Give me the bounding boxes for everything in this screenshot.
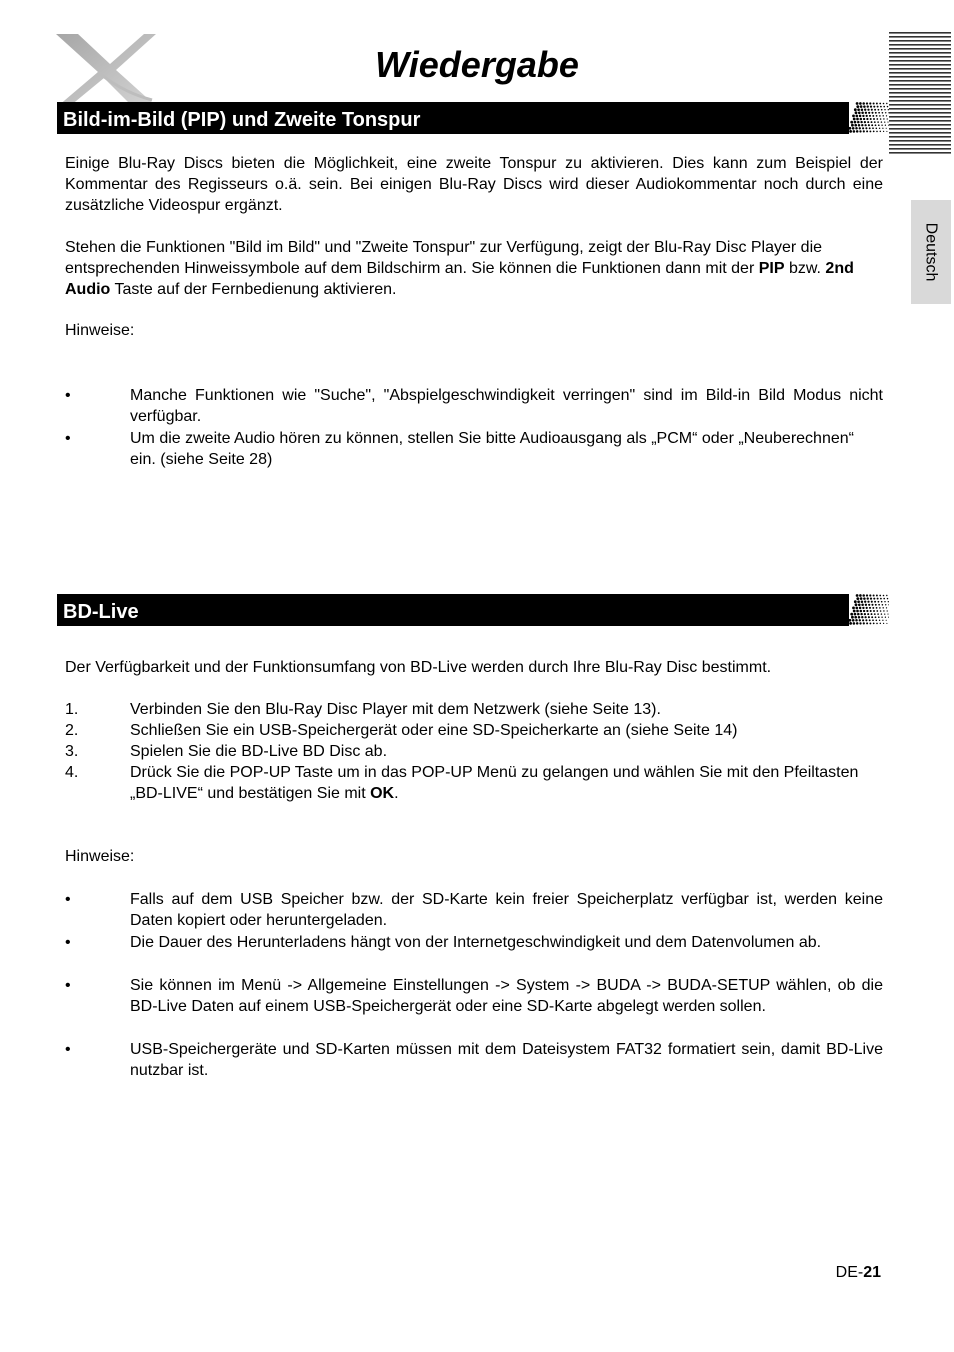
ok-key-label: OK: [370, 785, 395, 802]
section-heading-pip-label: Bild-im-Bild (PIP) und Zweite Tonspur: [63, 109, 421, 131]
note-text: Um die zweite Audio hören zu können, stellen Sie bitte Audioausgang als „PCM“ oder „Neuberechnen“ ein. (siehe Seite 28): [130, 430, 854, 468]
step-number: 4.: [65, 764, 79, 781]
note-text: Manche Funktionen wie "Suche", "Abspielgeschwindigkeit verringen" sind im Bild-in Bild Modus nicht verfügbar.: [130, 387, 883, 425]
pip-notes-label: Hinweise:: [65, 322, 135, 339]
bdlive-notes-label: Hinweise:: [65, 848, 135, 865]
bullet: •: [65, 934, 71, 951]
section-heading-bdlive: [57, 594, 889, 626]
step-text: Spielen Sie die BD-Live BD Disc ab.: [130, 743, 388, 760]
bullet: •: [65, 430, 71, 447]
note-text: Falls auf dem USB Speicher bzw. der SD-Karte kein freier Speicherplatz verfügbar ist, werden keine Daten kopiert oder heruntergeladen.: [130, 891, 883, 929]
second-audio-key-label: 2nd Audio: [65, 260, 854, 298]
bullet: •: [65, 891, 71, 908]
step-text-part: Drück Sie die POP-UP Taste um in das POP-UP Menü zu gelangen und wählen Sie mit den Pfeiltasten „BD-LIVE“ und bestätigen Sie mit: [130, 764, 859, 802]
step-text-part: .: [394, 785, 399, 802]
section-heading-pip: [57, 102, 889, 134]
step-number: 3.: [65, 743, 79, 760]
page-number: [836, 1262, 881, 1283]
heading-dots-decoration: [849, 594, 889, 626]
note-text: USB-Speichergeräte und SD-Karten müssen mit dem Dateisystem FAT32 formatiert sein, damit BD-Live nutzbar ist.: [130, 1041, 883, 1079]
step-text: Verbinden Sie den Blu-Ray Disc Player mit dem Netzwerk (siehe Seite 13).: [130, 701, 661, 718]
step-text: Schließen Sie ein USB-Speichergerät oder eine SD-Speicherkarte an (siehe Seite 14): [130, 722, 738, 739]
page-number-value: 21: [863, 1264, 881, 1281]
note-text: Die Dauer des Herunterladens hängt von der Internetgeschwindigkeit und dem Datenvolumen ab.: [130, 934, 822, 951]
note-text: Sie können im Menü -> Allgemeine Einstellungen -> System -> BUDA -> BUDA-SETUP wählen, ob die BD-Live Daten auf einem USB-Speichergerät oder eine SD-Karte abgelegt werden sollen.: [130, 977, 883, 1015]
pip-paragraph-intro: Einige Blu-Ray Discs bieten die Möglichkeit, eine zweite Tonspur zu aktivieren. Dies kann zum Beispiel der Kommentar des Regisseurs o.ä. sein. Bei einigen Blu-Ray Discs wird dieser Audiokommentar noch durch eine zusätzliche Videospur ergänzt.: [65, 155, 883, 214]
page-title: Wiedergabe: [375, 44, 579, 85]
bullet: •: [65, 1041, 71, 1058]
pip-para-text: Taste auf der Fernbedienung aktivieren.: [110, 281, 397, 298]
pip-para-text: Stehen die Funktionen "Bild im Bild" und "Zweite Tonspur" zur Verfügung, zeigt der Blu-Ray Disc Player die entsprechenden Hinweissymbole auf dem Bildschirm an. Sie können die Funktionen dann mit der: [65, 239, 823, 277]
step-number: 2.: [65, 722, 79, 739]
bullet: •: [65, 387, 71, 404]
bdlive-intro: Der Verfügbarkeit und der Funktionsumfang von BD-Live werden durch Ihre Blu-Ray Disc bestimmt.: [65, 659, 772, 676]
pip-key-label: PIP: [758, 260, 785, 277]
decorative-stripes: [889, 32, 951, 156]
section-heading-bdlive-label: BD-Live: [63, 601, 139, 623]
heading-dots-decoration: [849, 102, 889, 134]
bullet: •: [65, 977, 71, 994]
language-tab-label: Deutsch: [922, 222, 940, 282]
step-number: 1.: [65, 701, 79, 718]
step-text: [130, 762, 883, 804]
page-number-prefix: DE-: [835, 1264, 864, 1281]
language-tab: [911, 200, 951, 304]
pip-para-text: bzw.: [784, 260, 826, 277]
pip-paragraph-functions: [65, 237, 883, 300]
